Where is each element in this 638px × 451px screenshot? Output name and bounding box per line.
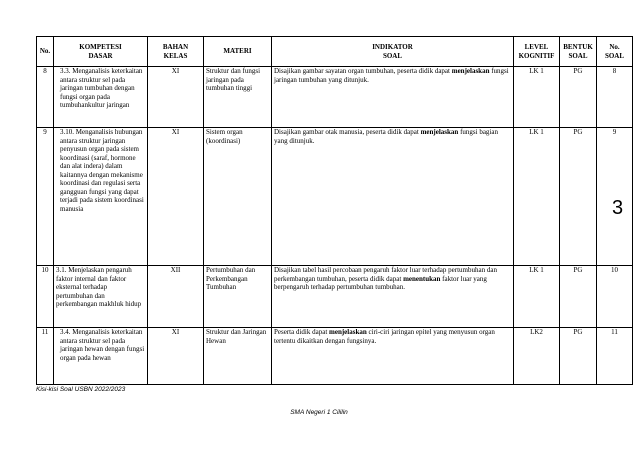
row-materi: Struktur dan Jaringan Hewan	[204, 328, 272, 385]
row-level: LK2	[514, 328, 560, 385]
header-materi: MATERI	[204, 37, 272, 67]
row-bentuk: PG	[560, 128, 597, 266]
row-indikator: Disajikan tabel hasil percobaan pengaruh faktor luar terhadap pertumbuhan dan perkembangan tumbuhan, peserta didik dapat menentukan faktor luar yang berpengaruh terhadap pertumbuhan tumbuhan.	[272, 266, 514, 328]
header-bahan-kelas: BAHAN KELAS	[148, 37, 204, 67]
row-kelas: XI	[148, 128, 204, 266]
page-section-number: 3	[612, 197, 624, 219]
row-no-soal: 9	[597, 128, 633, 266]
row-level: LK 1	[514, 128, 560, 266]
table-row	[37, 67, 633, 128]
footer-school-name: SMA Negeri 1 Cililin	[290, 409, 348, 416]
row-kelas: XI	[148, 67, 204, 128]
header-indikator: INDIKATOR SOAL	[272, 37, 514, 67]
row-bentuk: PG	[560, 266, 597, 328]
row-materi: Pertumbuhan dan Perkembangan Tumbuhan	[204, 266, 272, 328]
header-bentuk: BENTUK SOAL	[560, 37, 597, 67]
row-kompetensi: 3.3. Menganalisis keterkaitan antara struktur sel pada jaringan tumbuhan dengan fungsi organ pada tumbuhankultur jaringan	[54, 67, 148, 128]
header-no: No.	[37, 37, 54, 67]
header-no-soal: No. SOAL	[597, 37, 633, 67]
row-level: LK 1	[514, 266, 560, 328]
row-kompetensi: 3.10. Menganalisis hubungan antara struktur jaringan penyusun organ pada sistem koordinasi (saraf, hormone dan alat indera) dalam kaitannya dengan mekanisme koordinasi dan regulasi serta gangguan fungsi yang dapat terjadi pada sistem koordinasi manusia	[54, 128, 148, 266]
row-no-soal: 10	[597, 266, 633, 328]
row-level: LK 1	[514, 67, 560, 128]
row-indikator: Peserta didik dapat menjelaskan ciri-ciri jaringan epitel yang menyusun organ tertentu dikaitkan dengan fungsinya.	[272, 328, 514, 385]
row-no: 9	[37, 128, 54, 266]
header-level: LEVEL KOGNITIF	[514, 37, 560, 67]
row-kompetensi: 3.4. Menganalisis keterkaitan antara struktur sel pada jaringan hewan dengan fungsi organ pada hewan	[54, 328, 148, 385]
row-bentuk: PG	[560, 67, 597, 128]
table-header-row	[37, 37, 633, 67]
row-kompetensi: 3.1. Menjelaskan pengaruh faktor internal dan faktor eksternal terhadap pertumbuhan dan perkembangan makhluk hidup	[54, 266, 148, 328]
row-no: 11	[37, 328, 54, 385]
row-materi: Sistem organ (koordinasi)	[204, 128, 272, 266]
row-indikator: Disajikan gambar sayatan organ tumbuhan, peserta didik dapat menjelaskan fungsi jaringan tumbuhan yang ditunjuk.	[272, 67, 514, 128]
row-no: 8	[37, 67, 54, 128]
row-kelas: XI	[148, 328, 204, 385]
footer-document-title: Kisi-kisi Soal USBN 2022/2023	[36, 386, 126, 393]
row-bentuk: PG	[560, 328, 597, 385]
header-kompetensi: KOMPETESI DASAR	[54, 37, 148, 67]
row-no-soal: 11	[597, 328, 633, 385]
row-no-soal: 8	[597, 67, 633, 128]
row-kelas: XII	[148, 266, 204, 328]
kisi-kisi-table	[36, 36, 633, 385]
row-indikator: Disajikan gambar otak manusia, peserta didik dapat menjelaskan fungsi bagian yang ditunjuk.	[272, 128, 514, 266]
table-row	[37, 266, 633, 328]
table-row	[37, 128, 633, 266]
row-materi: Struktur dan fungsi jaringan pada tumbuhan tinggi	[204, 67, 272, 128]
row-no: 10	[37, 266, 54, 328]
table-row	[37, 328, 633, 385]
